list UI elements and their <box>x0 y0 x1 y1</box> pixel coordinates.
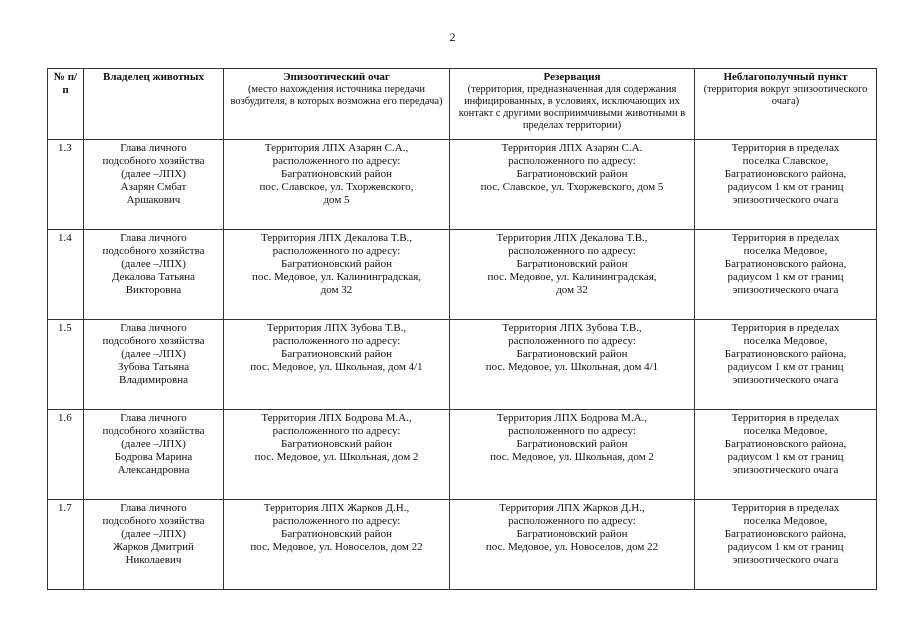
cell-text-line: пос. Медовое, ул. Калининградская, <box>487 271 657 283</box>
cell-text-line: эпизоотического очага <box>732 284 839 296</box>
cell-text-line: эпизоотического очага <box>732 374 839 386</box>
table-row <box>48 410 877 500</box>
cell-text-line: пос. Медовое, ул. Школьная, дом 2 <box>254 451 419 463</box>
table-row <box>48 320 877 410</box>
header-reservation: Резервация (территория, предназначенная для содержания инфицированных, в условиях, исключающих их контакт с другими восприимчивыми животными в пределах территории) <box>450 69 695 140</box>
focus-cell <box>224 320 450 410</box>
table-row <box>48 140 877 230</box>
cell-text-line: радиусом 1 км от границ <box>727 541 844 553</box>
cell-text-line: расположенного по адресу: <box>272 515 401 527</box>
cell-text-line: радиусом 1 км от границ <box>727 361 844 373</box>
cell-text-line: Жарков Дмитрий <box>113 541 194 553</box>
cell-text-line: пос. Славское, ул. Тхоржевского, <box>259 181 414 193</box>
cell-text-line: подсобного хозяйства <box>102 335 205 347</box>
cell-text-line: поселка Медовое, <box>743 515 828 527</box>
unsafe-area-cell <box>695 230 877 320</box>
unsafe-area-cell <box>695 140 877 230</box>
cell-text-line: Александровна <box>117 464 190 476</box>
row-number: 1.4 <box>48 230 84 320</box>
cell-text-line: расположенного по адресу: <box>508 245 636 257</box>
cell-text-line: Территория ЛПХ Зубова Т.В., <box>502 322 642 334</box>
cell-text-line: радиусом 1 км от границ <box>727 271 844 283</box>
header-owner: Владелец животных <box>84 69 224 140</box>
cell-text-line: дом 32 <box>320 284 353 296</box>
cell-text-line: Багратионовский район <box>281 438 392 450</box>
cell-text-line: Бодрова Марина <box>114 451 193 463</box>
page-number: 2 <box>449 30 456 44</box>
cell-text-line: подсобного хозяйства <box>102 515 205 527</box>
cell-text-line: Территория в пределах <box>731 142 840 154</box>
cell-text-line: Багратионовский район <box>516 528 628 540</box>
cell-text-line: Территория в пределах <box>731 502 840 514</box>
reservation-cell <box>450 230 695 320</box>
cell-text-line: Глава личного <box>120 502 187 514</box>
cell-text-line: Багратионовский район <box>281 348 392 360</box>
cell-text-line: дом 32 <box>556 284 588 296</box>
cell-text-line: эпизоотического очага <box>732 464 839 476</box>
cell-text-line: Территория ЛПХ Азарян С.А., <box>264 142 409 154</box>
header-unsafe-area: Неблагополучный пункт (территория вокруг эпизоотического очага) <box>695 69 877 140</box>
cell-text-line: Глава личного <box>120 142 187 154</box>
cell-text-line: Багратионовский район <box>516 438 628 450</box>
focus-cell <box>224 230 450 320</box>
cell-text-line: подсобного хозяйства <box>102 155 205 167</box>
cell-text-line: расположенного по адресу: <box>272 245 401 257</box>
cell-text-line: расположенного по адресу: <box>508 515 636 527</box>
unsafe-area-cell <box>695 320 877 410</box>
cell-text-line: пос. Медовое, ул. Школьная, дом 4/1 <box>250 361 423 373</box>
cell-text-line: пос. Медовое, ул. Новоселов, дом 22 <box>250 541 423 553</box>
cell-text-line: Глава личного <box>120 412 187 424</box>
cell-text-line: поселка Медовое, <box>743 425 828 437</box>
owner-cell <box>84 140 224 230</box>
cell-text-line: расположенного по адресу: <box>272 335 401 347</box>
cell-text-line: Территория ЛПХ Бодрова М.А., <box>496 412 648 424</box>
cell-text-line: Багратионовский район <box>516 168 628 180</box>
cell-text-line: Территория ЛПХ Жарков Д.Н., <box>499 502 645 514</box>
cell-text-line: дом 5 <box>323 194 350 206</box>
cell-text-line: пос. Медовое, ул. Калининградская, <box>251 271 422 283</box>
table-body <box>48 140 877 590</box>
cell-text-line: расположенного по адресу: <box>272 425 401 437</box>
cell-text-line: Багратионовский район <box>281 528 392 540</box>
cell-text-line: пос. Медовое, ул. Новоселов, дом 22 <box>485 541 659 553</box>
cell-text-line: (далее –ЛПХ) <box>121 258 186 270</box>
header-number: № п/п <box>48 69 84 140</box>
header-focus: Эпизоотический очаг (место нахождения источника передачи возбудителя, в которых возможна его передача) <box>224 69 450 140</box>
cell-text-line: Багратионовский район <box>516 258 628 270</box>
reservation-cell <box>450 500 695 590</box>
cell-text-line: Багратионовского района, <box>724 168 847 180</box>
table-row <box>48 230 877 320</box>
row-number: 1.7 <box>48 500 84 590</box>
focus-cell <box>224 500 450 590</box>
cell-text-line: расположенного по адресу: <box>508 155 636 167</box>
cell-text-line: расположенного по адресу: <box>508 335 636 347</box>
cell-text-line: пос. Медовое, ул. Школьная, дом 4/1 <box>485 361 659 373</box>
owner-cell <box>84 320 224 410</box>
reservation-cell <box>450 320 695 410</box>
cell-text-line: поселка Медовое, <box>743 245 828 257</box>
animal-disease-table <box>47 68 877 590</box>
cell-text-line: поселка Медовое, <box>743 335 828 347</box>
cell-text-line: радиусом 1 км от границ <box>727 451 844 463</box>
cell-text-line: расположенного по адресу: <box>272 155 401 167</box>
cell-text-line: Территория ЛПХ Бодрова М.А., <box>261 412 412 424</box>
cell-text-line: (далее –ЛПХ) <box>121 438 186 450</box>
cell-text-line: Территория в пределах <box>731 232 840 244</box>
cell-text-line: Территория ЛПХ Зубова Т.В., <box>266 322 407 334</box>
cell-text-line: Николаевич <box>125 554 182 566</box>
cell-text-line: Территория ЛПХ Жарков Д.Н., <box>263 502 410 514</box>
cell-text-line: Зубова Татьяна <box>117 361 190 373</box>
cell-text-line: Глава личного <box>120 322 187 334</box>
focus-cell <box>224 410 450 500</box>
cell-text-line: Глава личного <box>120 232 187 244</box>
cell-text-line: Багратионовского района, <box>724 438 847 450</box>
row-number: 1.6 <box>48 410 84 500</box>
row-number: 1.3 <box>48 140 84 230</box>
cell-text-line: Багратионовского района, <box>724 258 847 270</box>
cell-text-line: Территория ЛПХ Декалова Т.В., <box>496 232 648 244</box>
reservation-cell <box>450 140 695 230</box>
cell-text-line: Территория ЛПХ Декалова Т.В., <box>260 232 413 244</box>
cell-text-line: Багратионовский район <box>281 258 392 270</box>
cell-text-line: пос. Славское, ул. Тхоржевского, дом 5 <box>480 181 664 193</box>
cell-text-line: эпизоотического очага <box>732 194 839 206</box>
cell-text-line: расположенного по адресу: <box>508 425 636 437</box>
cell-text-line: радиусом 1 км от границ <box>727 181 844 193</box>
cell-text-line: подсобного хозяйства <box>102 425 205 437</box>
cell-text-line: поселка Славское, <box>742 155 829 167</box>
cell-text-line: Багратионовский район <box>281 168 392 180</box>
cell-text-line: (далее –ЛПХ) <box>121 168 186 180</box>
cell-text-line: Багратионовского района, <box>724 348 847 360</box>
unsafe-area-cell <box>695 500 877 590</box>
focus-cell <box>224 140 450 230</box>
cell-text-line: пос. Медовое, ул. Школьная, дом 2 <box>490 451 654 463</box>
cell-text-line: (далее –ЛПХ) <box>121 348 186 360</box>
owner-cell <box>84 230 224 320</box>
owner-cell <box>84 410 224 500</box>
cell-text-line: подсобного хозяйства <box>102 245 205 257</box>
reservation-cell <box>450 410 695 500</box>
cell-text-line: эпизоотического очага <box>732 554 839 566</box>
cell-text-line: Багратионовский район <box>516 348 628 360</box>
unsafe-area-cell <box>695 410 877 500</box>
cell-text-line: Аршакович <box>126 194 181 206</box>
cell-text-line: Владимировна <box>118 374 188 386</box>
cell-text-line: Азарян Смбат <box>120 181 187 193</box>
table-header-row <box>48 69 877 140</box>
cell-text-line: Декалова Татьяна <box>111 271 196 283</box>
owner-cell <box>84 500 224 590</box>
cell-text-line: Территория ЛПХ Азарян С.А. <box>501 142 643 154</box>
table-row <box>48 500 877 590</box>
cell-text-line: Багратионовского района, <box>724 528 847 540</box>
cell-text-line: Викторовна <box>125 284 182 296</box>
cell-text-line: Территория в пределах <box>731 412 840 424</box>
cell-text-line: (далее –ЛПХ) <box>121 528 186 540</box>
row-number: 1.5 <box>48 320 84 410</box>
cell-text-line: Территория в пределах <box>731 322 840 334</box>
